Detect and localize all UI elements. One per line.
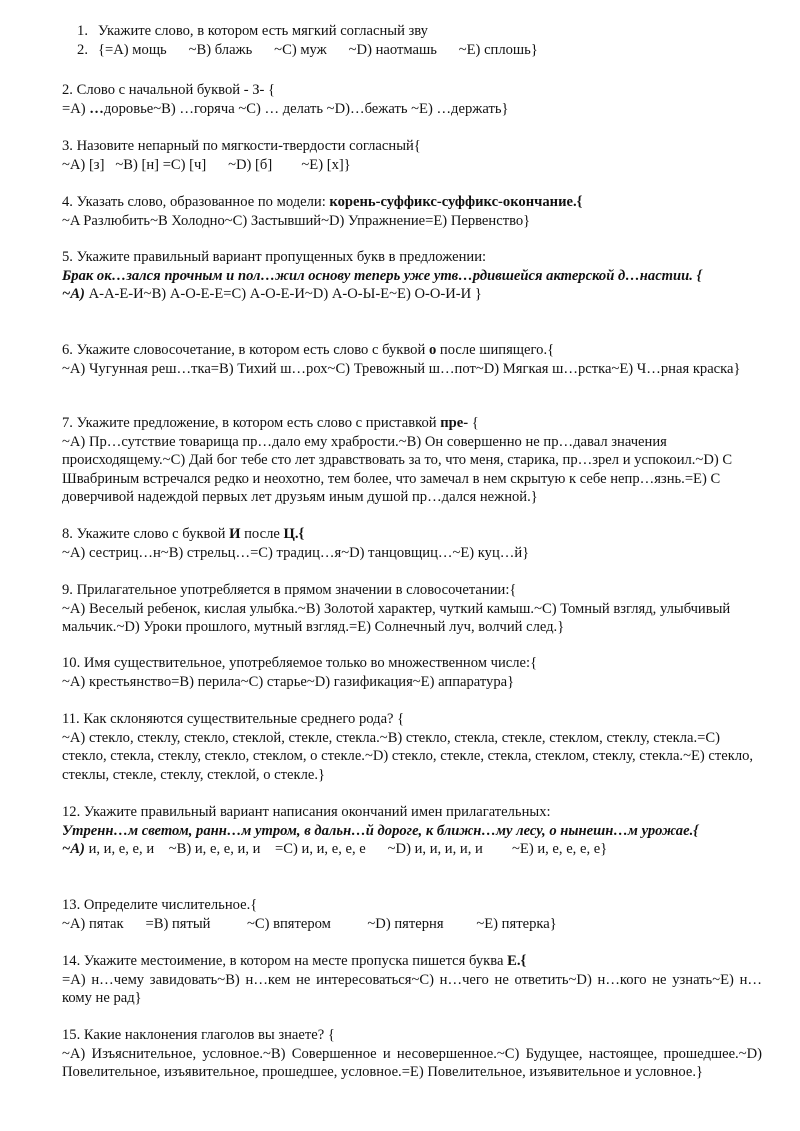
title-text: 6. Укажите словосочетание, в котором есть слово с буквой	[62, 342, 429, 358]
question-12-options	[62, 840, 762, 859]
question-4-title	[62, 193, 762, 212]
title-bold: о	[428, 342, 437, 358]
title-bold: Е.{	[507, 953, 527, 969]
title-bold: пре-	[440, 415, 469, 431]
question-9-title: 9. Прилагательное употребляется в прямом значении в словосочетании:{	[62, 582, 517, 598]
option-rest: и, и, е, е, и ~B) и, е, е, и, и =C) и, и, е, е, е ~D) и, и, и, и, и ~E) и, е, е, е, е}	[84, 841, 608, 858]
question-15-title: 15. Какие наклонения глаголов вы знаете? {	[62, 1027, 335, 1043]
question-15	[62, 1026, 762, 1082]
title-text: после	[240, 526, 284, 542]
question-1-text: Укажите слово, в котором есть мягкий согласный зву	[98, 23, 428, 39]
question-8	[62, 525, 762, 562]
question-11-options: ~A) стекло, стеклу, стекло, стеклой, стекле, стекла.~B) стекло, стекла, стекле, стеклом, стеклу, стекла.=C) стекло, стекла, стеклу, стекло, стеклом, о стекле.~D) стекло, стекле, стекла, стеклом, стеклу, стекла.~E) стекло, стеклы, стекле, стеклу, стеклой, о стекле.}	[62, 729, 754, 783]
question-14-title	[62, 952, 762, 971]
question-12	[62, 803, 762, 859]
question-9-options: ~A) Веселый ребенок, кислая улыбка.~B) Золотой характер, чуткий камыш.~C) Томный взгляд, улыбчивый мальчик.~D) Уроки прошлого, мутный взгляд.=E) Солнечный луч, волчий след.}	[62, 600, 731, 636]
question-14	[62, 952, 762, 1008]
question-4-options: ~A Разлюбить~B Холодно~C) Застывший~D) Упражнение=E) Первенство}	[62, 212, 531, 229]
question-11	[62, 710, 762, 784]
question-6-title	[62, 341, 762, 360]
question-4	[62, 193, 762, 230]
question-1	[62, 22, 782, 59]
title-text: {	[468, 415, 479, 431]
question-15-options: ~A) Изъяснительное, условное.~B) Совершенное и несовершенное.~C) Будущее, настоящее, прошедшее.~D) Повелительное, изъявительное, прошедшее, условное.=E) Повелительное, изъявительное и условное.}	[62, 1045, 762, 1081]
option-rest: А-А-Е-И~B) А-О-Е-Е=C) А-О-Е-И~D) А-О-Ы-Е~E) О-О-И-И }	[84, 286, 482, 303]
question-8-title	[62, 525, 762, 544]
title-text: 7. Укажите предложение, в котором есть слово с приставкой	[62, 415, 441, 431]
option-rest: доровье~B) …горяча ~C) … делать ~D)…бежать ~E) …держать}	[103, 100, 509, 117]
question-2-title: 2. Слово с начальной буквой - З- {	[62, 82, 276, 98]
title-bold: корень-суффикс-суффикс-окончание.{	[329, 194, 583, 210]
question-5	[62, 248, 762, 304]
title-text: после шипящего.{	[436, 342, 555, 358]
title-text: 14. Укажите местоимение, в котором на месте пропуска пишется буква	[62, 953, 508, 969]
question-8-options: ~A) сестриц…н~B) стрельц…=C) традиц…я~D) танцовщиц…~E) куц…й}	[62, 544, 530, 561]
question-10-options: ~A) крестьянство=B) перила~C) старье~D) газификация~E) аппаратура}	[62, 673, 515, 690]
question-12-title: 12. Укажите правильный вариант написания окончаний имен прилагательных:	[62, 804, 551, 820]
option-bold: ~A)	[62, 286, 85, 303]
question-1-options: {=A) мощь ~B) блажь ~C) муж ~D) наотмашь ~E) сплошь}	[98, 41, 538, 58]
question-1-line-2	[62, 41, 782, 60]
question-14-options: =A) н…чему завидовать~B) н…кем не интересоваться~C) н…чего не ответить~D) н…кого не узнать~E) н…кому не рад}	[62, 971, 762, 1007]
question-6	[62, 341, 762, 378]
title-bold: И	[229, 526, 241, 542]
question-9	[62, 581, 762, 637]
question-3	[62, 137, 762, 174]
question-1-line-1	[62, 22, 782, 41]
question-3-options: ~A) [з] ~B) [н] =C) [ч] ~D) [б] ~E) [х]}	[62, 156, 351, 173]
question-11-title: 11. Как склоняются существительные среднего рода? {	[62, 711, 405, 727]
option-bold: …	[89, 100, 104, 117]
question-13-title: 13. Определите числительное.{	[62, 897, 258, 913]
question-13	[62, 896, 762, 933]
option-bold: ~A)	[62, 841, 85, 858]
question-7-options: ~A) Пр…сутствие товарища пр…дало ему храбрости.~B) Он совершенно не пр…давал значения происходящему.~C) Дай бог тебе сто лет здравствовать за то, что меня, старика, пр…зрел и успокоил.~D) С Швабриным встречался редко и неохотно, тем более, что замечал в нем скрытую к себе непр…язнь.=E) С доверчивой надеждой первых лет друзьям иным душой пр…дался нежной.}	[62, 433, 733, 506]
question-6-options: ~A) Чугунная реш…тка=B) Тихий ш…рох~C) Тревожный ш…пот~D) Мягкая ш…рстка~E) Ч…рная краска}	[62, 360, 741, 377]
question-7-title	[62, 414, 762, 433]
question-5-sentence: Брак ок…зался прочным и пол…жил основу теперь уже утв…рдившейся актерской д…настии. {	[62, 267, 702, 284]
question-2-options	[62, 100, 762, 119]
list-number: 2.	[77, 41, 88, 58]
title-text: 8. Укажите слово с буквой	[62, 526, 230, 542]
question-7	[62, 414, 762, 507]
question-5-title: 5. Укажите правильный вариант пропущенных букв в предложении:	[62, 249, 487, 265]
question-12-sentence: Утренн…м светом, ранн…м утром, в дальн…й дороге, к ближн…му лесу, о нынешн…м урожае.{	[62, 822, 699, 839]
list-number: 1.	[77, 23, 88, 39]
question-5-options	[62, 285, 762, 304]
title-bold: Ц.{	[283, 526, 305, 542]
title-text: 4. Указать слово, образованное по модели:	[62, 194, 330, 210]
question-10-title: 10. Имя существительное, употребляемое только во множественном числе:{	[62, 655, 538, 671]
question-2	[62, 81, 762, 118]
question-10	[62, 654, 762, 691]
question-13-options: ~A) пятак =B) пятый ~C) впятером ~D) пятерня ~E) пятерка}	[62, 915, 557, 932]
option-prefix: =A)	[62, 100, 90, 117]
question-3-title: 3. Назовите непарный по мягкости-твердости согласный{	[62, 138, 421, 154]
